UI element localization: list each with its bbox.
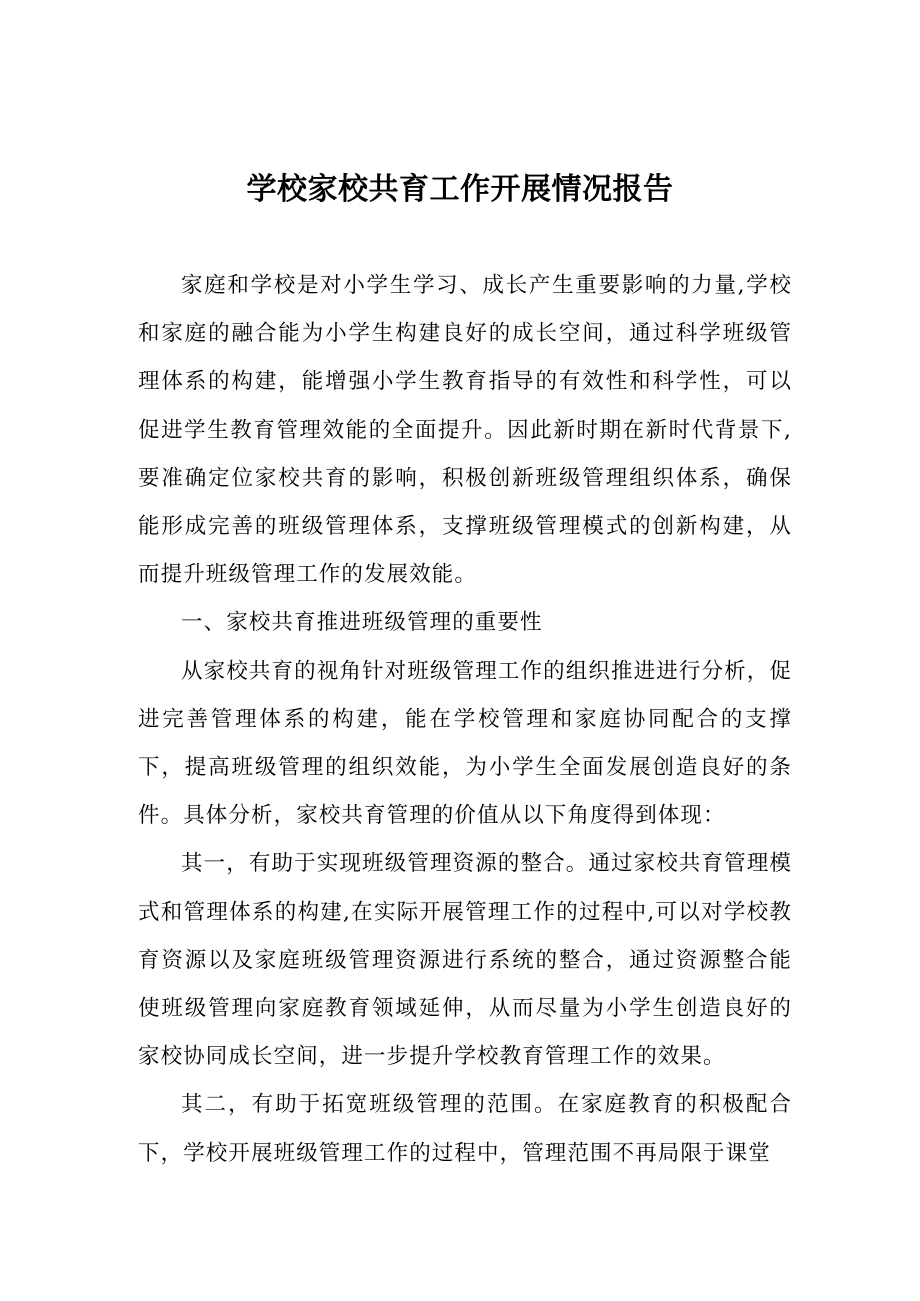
paragraph-analysis: 从家校共育的视角针对班级管理工作的组织推进进行分析，促进完善管理体系的构建，能在学校管理和家庭协同配合的支撑下，提高班级管理的组织效能，为小学生全面发展创造良好的条件。具体分析，家校共育管理的价值从以下角度得到体现： — [138, 658, 792, 829]
paragraph-point-1: 其一，有助于实现班级管理资源的整合。通过家校共育管理模式和管理体系的构建,在实际开展管理工作的过程中,可以对学校教育资源以及家庭班级管理资源进行系统的整合，通过资源整合能使班级管理向家庭教育领域延伸，从而尽量为小学生创造良好的家校协同成长空间，进一步提升学校教育管理工作的效果。 — [138, 851, 792, 1070]
section-heading-1: 一、家校共育推进班级管理的重要性 — [181, 610, 543, 636]
paragraph-point-2: 其二，有助于拓宽班级管理的范围。在家庭教育的积极配合下，学校开展班级管理工作的过程中，管理范围不再局限于课堂 — [138, 1092, 792, 1166]
paragraph-intro: 家庭和学校是对小学生学习、成长产生重要影响的力量,学校和家庭的融合能为小学生构建良好的成长空间，通过科学班级管理体系的构建，能增强小学生教育指导的有效性和科学性，可以促进学生教育管理效能的全面提升。因此新时期在新时代背景下,要准确定位家校共育的影响，积极创新班级管理组织体系，确保能形成完善的班级管理体系，支撑班级管理模式的创新构建，从而提升班级管理工作的发展效能。 — [138, 273, 792, 588]
document-body — [138, 262, 792, 1178]
document-title: 学校家校共育工作开展情况报告 — [246, 172, 674, 207]
